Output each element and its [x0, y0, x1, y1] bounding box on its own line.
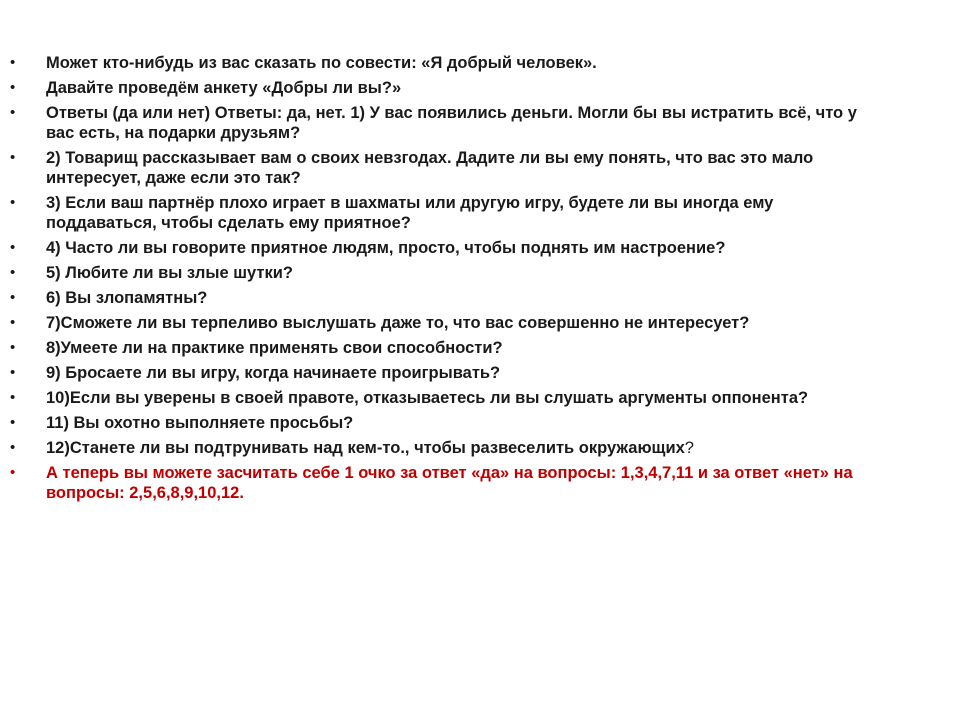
list-item	[0, 363, 960, 383]
list-item-text: 10)Если вы уверены в своей правоте, отказываетесь ли вы слушать аргументы оппонента?	[46, 389, 809, 407]
bullet-list	[0, 53, 960, 508]
list-item	[0, 148, 960, 188]
list-item-text: Давайте проведём анкету «Добры ли вы?»	[46, 79, 402, 97]
list-item	[0, 193, 960, 233]
list-item-text: Ответы (да или нет) Ответы: да, нет. 1) У вас появились деньги. Могли бы вы истратить всё, что у вас есть, на подарки друзьям?	[46, 104, 857, 142]
list-item	[0, 103, 960, 143]
scoring-note	[0, 463, 960, 503]
list-item-text: 7)Сможете ли вы терпеливо выслушать даже то, что вас совершенно не интересует?	[46, 314, 750, 332]
bullet-icon: •	[10, 149, 16, 166]
list-item	[0, 53, 960, 73]
list-item	[0, 78, 960, 98]
bullet-icon: •	[10, 104, 16, 121]
bullet-icon: •	[10, 439, 16, 456]
list-item-text: 3) Если ваш партнёр плохо играет в шахматы или другую игру, будете ли вы иногда ему поддаваться, чтобы сделать ему приятное?	[46, 194, 774, 232]
bullet-icon: •	[10, 464, 16, 481]
bullet-icon: •	[10, 339, 16, 356]
bullet-icon: •	[10, 239, 16, 256]
list-item-text: 11) Вы охотно выполняете просьбы?	[46, 414, 354, 432]
list-item-tail: ?	[684, 439, 694, 457]
bullet-icon: •	[10, 389, 16, 406]
list-item-text: 9) Бросаете ли вы игру, когда начинаете проигрывать?	[46, 364, 501, 382]
list-item-text: 4) Часто ли вы говорите приятное людям, просто, чтобы поднять им настроение?	[46, 239, 726, 257]
bullet-icon: •	[10, 79, 16, 96]
bullet-icon: •	[10, 264, 16, 281]
list-item-text: 2) Товарищ рассказывает вам о своих невзгодах. Дадите ли вы ему понять, что вас это мало интересует, даже если это так?	[46, 149, 814, 187]
list-item-text: 5) Любите ли вы злые шутки?	[46, 264, 293, 282]
bullet-icon: •	[10, 289, 16, 306]
list-item-text: 8)Умеете ли на практике применять свои способности?	[46, 339, 503, 357]
bullet-icon: •	[10, 194, 16, 211]
list-item	[0, 438, 960, 458]
bullet-icon: •	[10, 414, 16, 431]
list-item-text: 12)Станете ли вы подтрунивать над кем-то., чтобы развеселить окружающих	[46, 439, 685, 457]
list-item	[0, 388, 960, 408]
list-item-text: А теперь вы можете засчитать себе 1 очко за ответ «да» на вопросы: 1,3,4,7,11 и за ответ «нет» на вопросы: 2,5,6,8,9,10,12.	[46, 464, 853, 502]
bullet-icon: •	[10, 54, 16, 71]
list-item	[0, 288, 960, 308]
list-item-text: Может кто-нибудь из вас сказать по совести: «Я добрый человек».	[46, 54, 597, 72]
list-item	[0, 263, 960, 283]
list-item	[0, 413, 960, 433]
list-item	[0, 238, 960, 258]
bullet-icon: •	[10, 364, 16, 381]
list-item	[0, 313, 960, 333]
list-item	[0, 338, 960, 358]
bullet-icon: •	[10, 314, 16, 331]
list-item-text: 6) Вы злопамятны?	[46, 289, 208, 307]
